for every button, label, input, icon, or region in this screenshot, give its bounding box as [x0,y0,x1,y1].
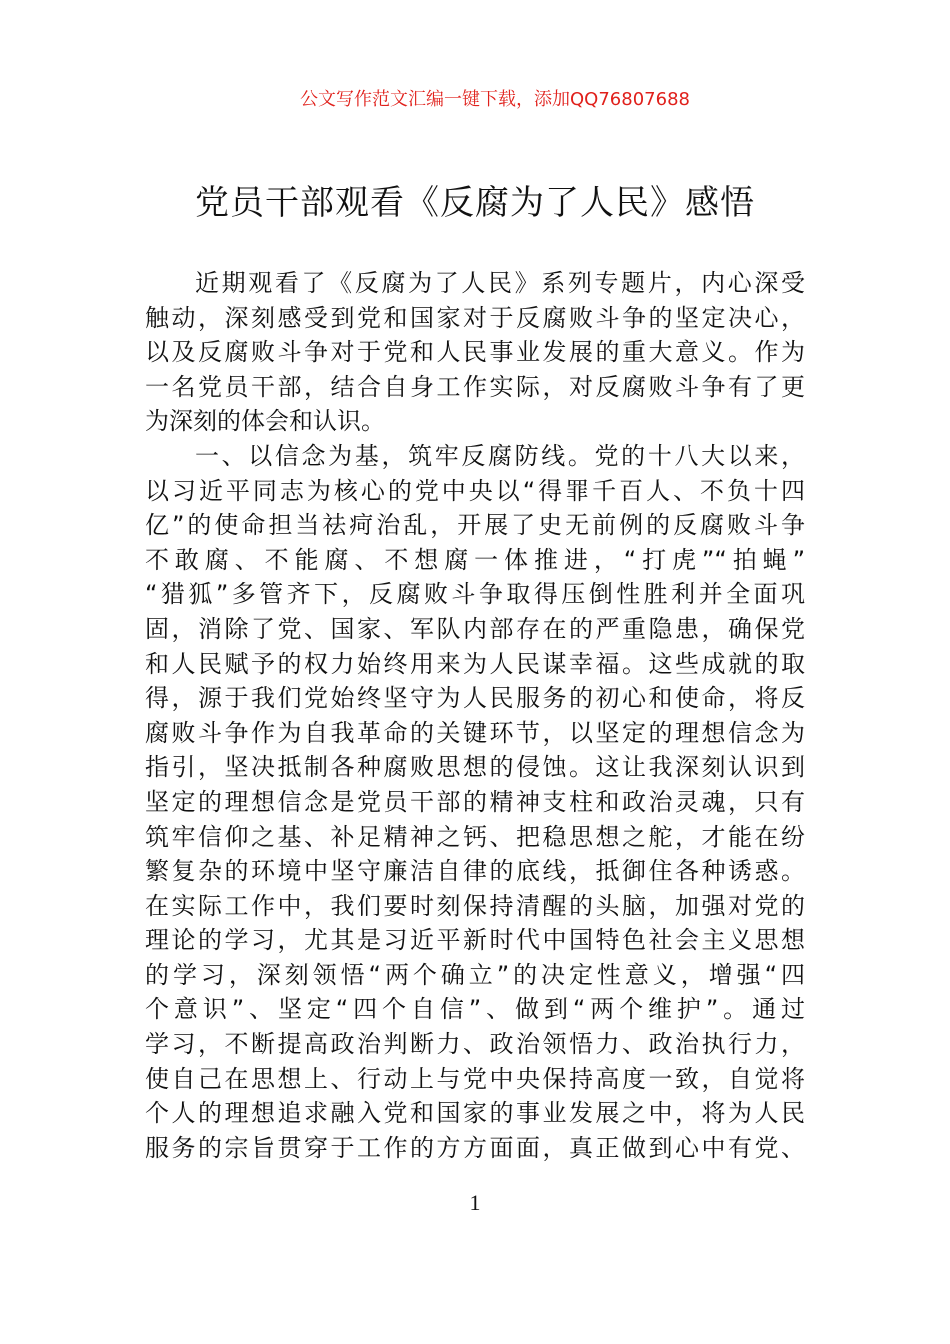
page-number: 1 [469,1190,481,1215]
text-line: 腐败斗争作为自我革命的关键环节，以坚定的理想信念为 [145,718,805,747]
text-line: 和人民赋予的权力始终用来为人民谋幸福。这些成就的取 [145,649,805,678]
paragraph [145,266,805,439]
text-line: 筑牢信仰之基、补足精神之钙、把稳思想之舵，才能在纷 [145,822,805,851]
text-line: “猎狐”多管齐下，反腐败斗争取得压倒性胜利并全面巩 [145,580,805,609]
text-line: 服务的宗旨贯穿于工作的方方面面，真正做到心中有党、 [145,1133,805,1162]
text-line: 得，源于我们党始终坚守为人民服务的初心和使命，将反 [145,684,805,713]
text-line: 为深刻的体会和认识。 [145,407,385,436]
text-line: 不敢腐、不能腐、不想腐一体推进，“打虎”“拍蝇” [145,545,805,574]
document-body [145,266,805,1165]
text-line: 固，消除了党、国家、军队内部存在的严重隐患，确保党 [145,614,805,643]
text-line: 学习，不断提高政治判断力、政治领悟力、政治执行力， [145,1030,805,1059]
text-line: 一、以信念为基，筑牢反腐防线。党的十八大以来， [195,441,805,470]
paragraph [145,439,805,1165]
text-line: 个意识”、坚定“四个自信”、做到“两个维护”。通过 [145,995,805,1024]
text-line: 以及反腐败斗争对于党和人民事业发展的重大意义。作为 [145,338,805,367]
text-line: 一名党员干部，结合自身工作实际，对反腐败斗争有了更 [145,372,805,401]
text-line: 指引，坚决抵制各种腐败思想的侵蚀。这让我深刻认识到 [145,753,805,782]
text-line: 在实际工作中，我们要时刻保持清醒的头脑，加强对党的 [145,891,805,920]
text-line: 理论的学习，尤其是习近平新时代中国特色社会主义思想 [145,926,805,955]
text-line: 坚定的理想信念是党员干部的精神支柱和政治灵魂，只有 [145,787,805,816]
text-line: 的学习，深刻领悟“两个确立”的决定性意义，增强“四 [145,960,805,989]
document-title: 党员干部观看《反腐为了人民》感悟 [195,183,755,223]
text-line: 触动，深刻感受到党和国家对于反腐败斗争的坚定决心， [145,303,805,332]
watermark-header: 公文写作范文汇编一键下载，添加QQ76807688 [300,89,690,110]
text-line: 亿”的使命担当祛疴治乱，开展了史无前例的反腐败斗争 [145,511,805,540]
text-line: 繁复杂的环境中坚守廉洁自律的底线，抵御住各种诱惑。 [145,857,805,886]
text-line: 使自己在思想上、行动上与党中央保持高度一致，自觉将 [145,1064,805,1093]
text-line: 个人的理想追求融入党和国家的事业发展之中，将为人民 [145,1099,805,1128]
text-line: 以习近平同志为核心的党中央以“得罪千百人、不负十四 [145,476,805,505]
text-line: 近期观看了《反腐为了人民》系列专题片，内心深受 [195,269,805,297]
